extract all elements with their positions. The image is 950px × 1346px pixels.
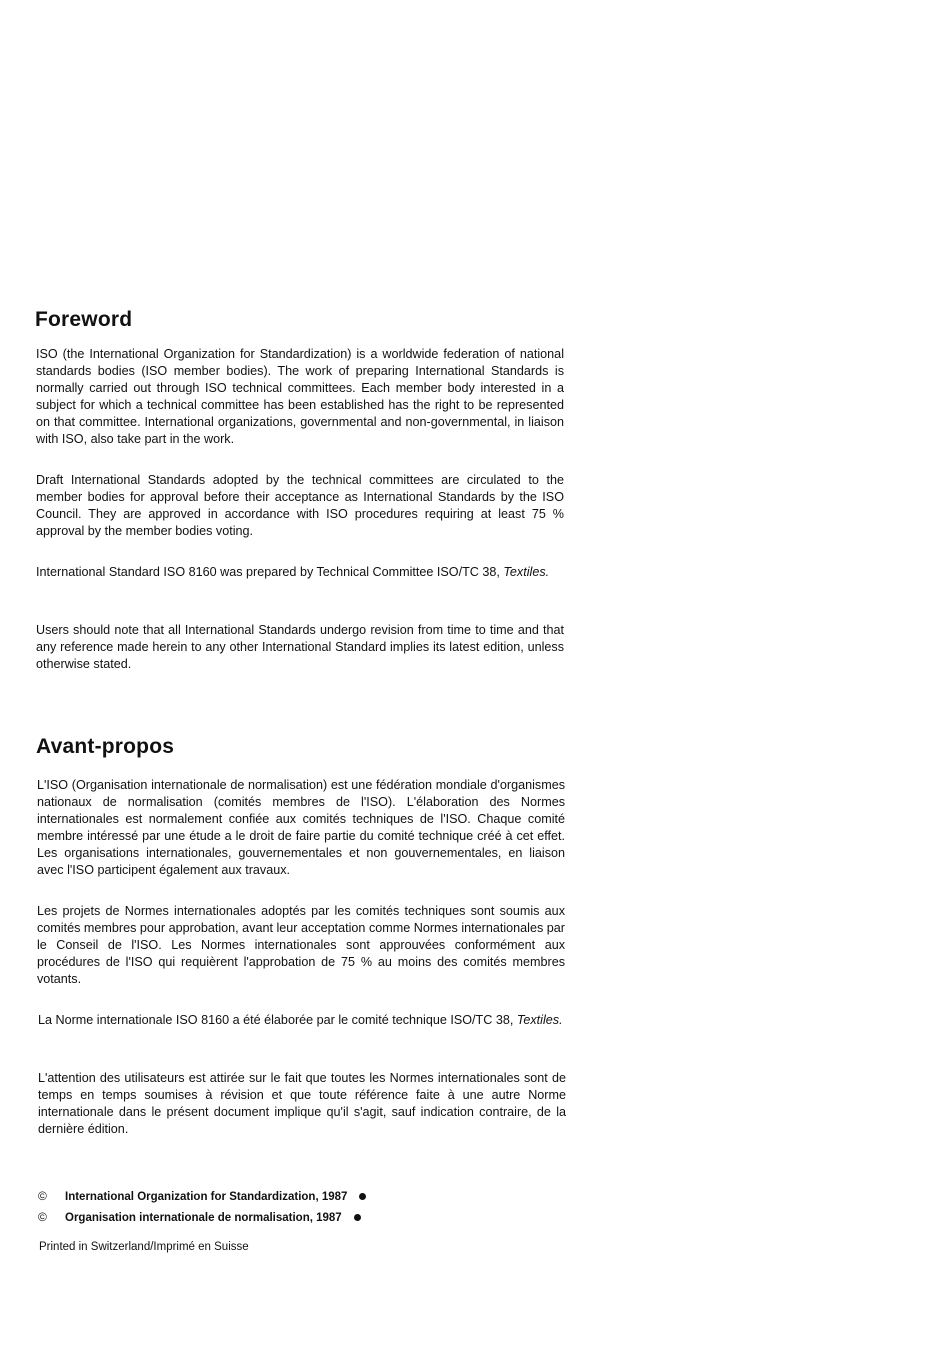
foreword-paragraph-3 — [36, 564, 564, 581]
bullet-dot-icon — [359, 1193, 366, 1200]
copyright-symbol: © — [38, 1210, 47, 1224]
avant-propos-title: Avant-propos — [36, 735, 175, 758]
foreword-paragraph-3-italic: Textiles. — [503, 565, 550, 579]
foreword-paragraph-3-text: International Standard ISO 8160 was prepared by Technical Committee ISO/TC 38, — [36, 565, 500, 579]
avant-propos-paragraph-3 — [38, 1012, 566, 1029]
printed-in-note: Printed in Switzerland/Imprimé en Suisse — [39, 1241, 249, 1253]
copyright-text-french: Organisation internationale de normalisation, 1987 — [65, 1212, 342, 1224]
copyright-text-english: International Organization for Standardization, 1987 — [65, 1191, 348, 1203]
copyright-line-french — [38, 1210, 361, 1224]
avant-propos-paragraph-3-text: La Norme internationale ISO 8160 a été élaborée par le comité technique ISO/TC 38, — [38, 1013, 514, 1027]
avant-propos-paragraph-2: Les projets de Normes internationales adoptés par les comités techniques sont soumis aux comités membres pour approbation, avant leur acceptation comme Normes internationales par le Conseil de l'ISO. Les Normes internationales sont approuvées conformément aux procédures de l'ISO qui requièrent l'approbation de 75 % au moins des comités membres votants. — [37, 904, 565, 986]
avant-propos-paragraph-4: L'attention des utilisateurs est attirée sur le fait que toutes les Normes internationales sont de temps en temps soumises à révision et que toute référence faite à une autre Norme internationale dans le présent document implique qu'il s'agit, sauf indication contraire, de la dernière édition. — [38, 1071, 566, 1136]
foreword-title: Foreword — [35, 308, 133, 331]
copyright-line-english — [38, 1189, 366, 1203]
foreword-paragraph-2: Draft International Standards adopted by the technical committees are circulated to the member bodies for approval before their acceptance as International Standards by the ISO Council. They are approved in accordance with ISO procedures requiring at least 75 % approval by the member bodies voting. — [36, 473, 564, 538]
foreword-paragraph-1: ISO (the International Organization for Standardization) is a worldwide federation of national standards bodies (ISO member bodies). The work of preparing International Standards is normally carried out through ISO technical committees. Each member body interested in a subject for which a technical committee has been established has the right to be represented on that committee. International organizations, governmental and non-governmental, in liaison with ISO, also take part in the work. — [36, 347, 564, 446]
foreword-paragraph-4: Users should note that all International Standards undergo revision from time to time and that any reference made herein to any other International Standard implies its latest edition, unless otherwise stated. — [36, 623, 564, 671]
copyright-symbol: © — [38, 1189, 47, 1203]
avant-propos-paragraph-3-italic: Textiles. — [516, 1013, 563, 1027]
avant-propos-paragraph-1: L'ISO (Organisation internationale de normalisation) est une fédération mondiale d'organismes nationaux de normalisation (comités membres de l'ISO). L'élaboration des Normes internationales est normalement confiée aux comités techniques de l'ISO. Chaque comité membre intéressé par une étude a le droit de faire partie du comité technique créé à cet effet. Les organisations internationales, gouvernementales et non gouvernementales, en liaison avec l'ISO participent également aux travaux. — [37, 778, 565, 877]
bullet-dot-icon — [354, 1214, 361, 1221]
